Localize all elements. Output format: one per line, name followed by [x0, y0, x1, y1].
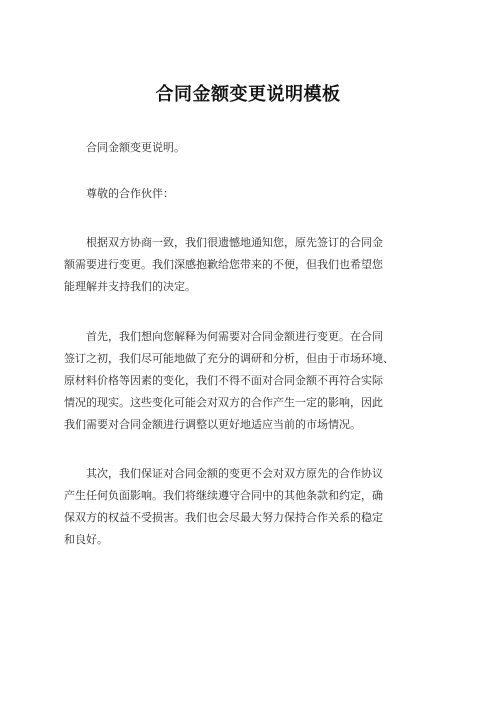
paragraph-line: 其次，我们保证对合同金额的变更不会对双方原先的合作协议: [86, 467, 383, 480]
paragraph-line: 额需要进行变更。我们深感抱歉给您带来的不便，但我们也希望您: [64, 258, 383, 271]
document-body: [64, 137, 436, 575]
paragraph-line: 能理解并支持我们的决定。: [64, 280, 196, 293]
paragraph-line: 情况的现实。这些变化可能会对双方的合作产生一定的影响，因此: [64, 396, 383, 409]
paragraph-line: 首先，我们想向您解释为何需要对合同金额进行变更。在合同: [86, 330, 383, 343]
paragraph-line: 保双方的权益不受损害。我们也会尽最大努力保持合作关系的稳定: [64, 511, 383, 524]
paragraph-intro: [64, 137, 436, 159]
paragraph-line: 签订之初，我们尽可能地做了充分的调研和分析，但由于市场环境、: [64, 352, 394, 365]
paragraph-line: 我们需要对合同金额进行调整以更好地适应当前的市场情况。: [64, 418, 361, 431]
paragraph-notice: [64, 232, 436, 298]
paragraph-line: 根据双方协商一致，我们很遗憾地通知您，原先签订的合同金: [86, 236, 383, 249]
paragraph-guarantee: [64, 463, 436, 551]
document-title: 合同金额变更说明模板: [155, 84, 341, 105]
paragraph-line: 产生任何负面影响。我们将继续遵守合同中的其他条款和约定，确: [64, 489, 383, 502]
paragraph-reason: [64, 326, 436, 436]
paragraph-line: 合同金额变更说明。: [86, 141, 185, 154]
paragraph-line: 原材料价格等因素的变化，我们不得不面对合同金额不再符合实际: [64, 374, 383, 387]
paragraph-line: 和良好。: [64, 533, 108, 546]
paragraph-line: 尊敬的合作伙伴：: [86, 187, 174, 200]
paragraph-greeting: [64, 183, 436, 205]
